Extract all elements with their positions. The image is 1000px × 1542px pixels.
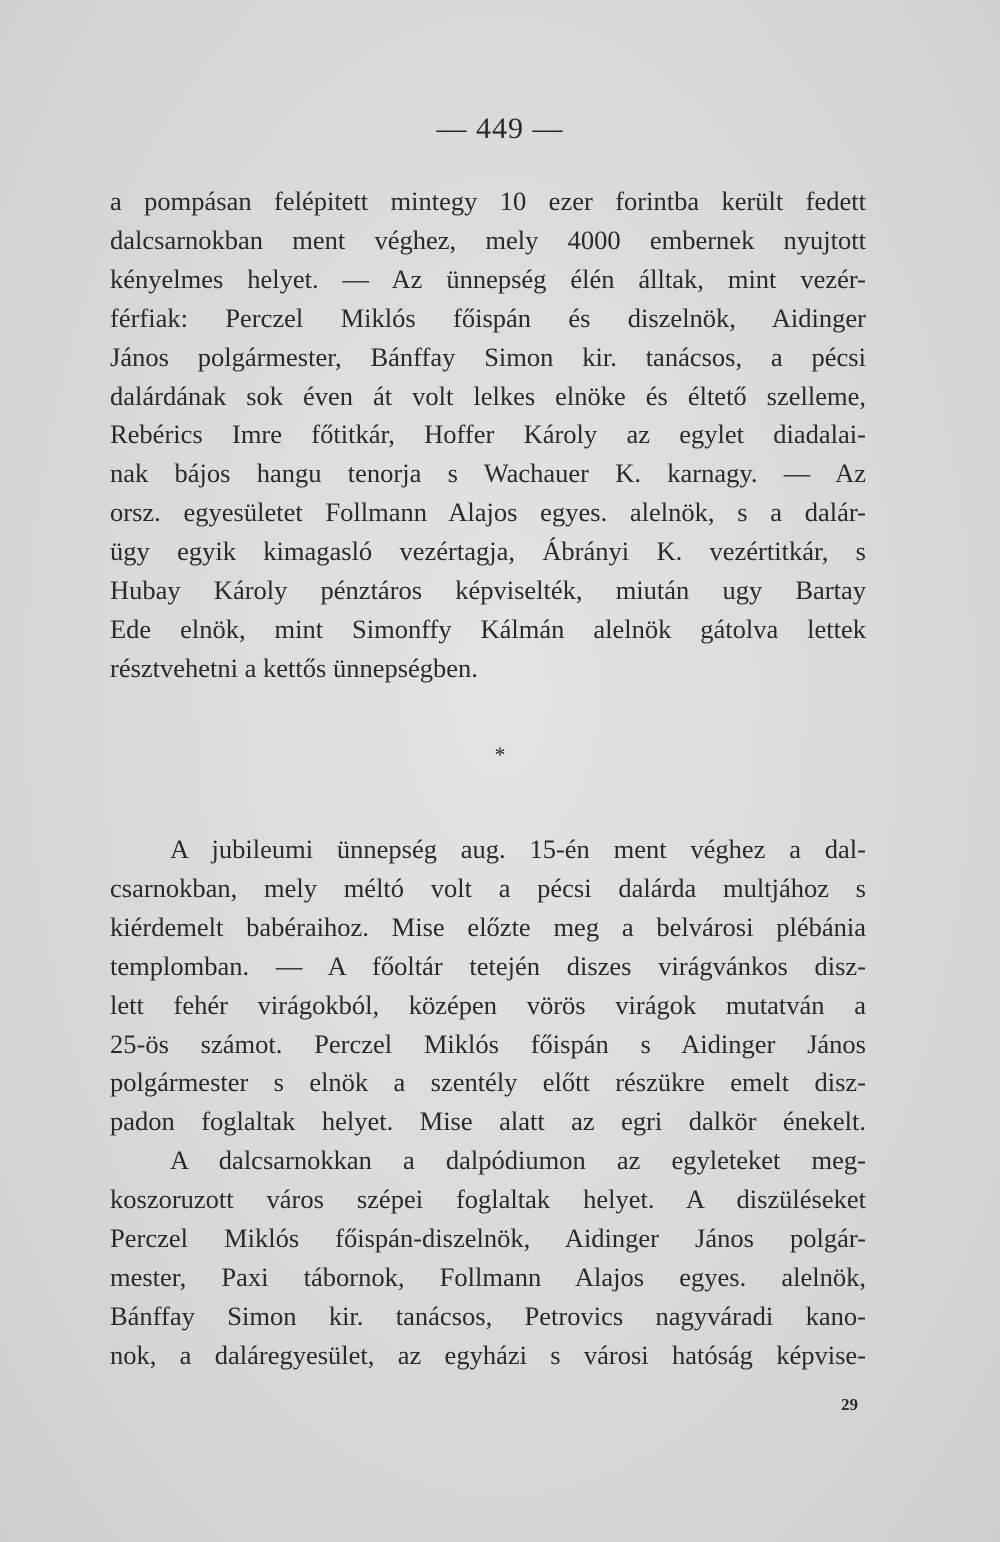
text-line: lett fehér virágokból, középen vörös virágok mutatván a [110,989,866,1020]
text-line: koszoruzott város szépei foglaltak helyet. A diszüléseket [110,1184,866,1215]
text-line: kiérdemelt babéraihoz. Mise előzte meg a belvárosi plébánia [110,911,866,942]
text-line: nok, a daláregyesület, az egyházi s városi hatóság képvise- [110,1339,866,1370]
text-line: Bánffay Simon kir. tanácsos, Petrovics nagyváradi kano- [110,1300,866,1331]
text-line: dalárdának sok éven át volt lelkes elnöke és éltető szelleme, [110,380,866,411]
text-line: nak bájos hangu tenorja s Wachauer K. karnagy. — Az [110,458,866,489]
text-line: János polgármester, Bánffay Simon kir. tanácsos, a pécsi [110,341,866,372]
text-line: Perczel Miklós főispán-diszelnök, Aidinger János polgár- [110,1223,866,1254]
text-line: Hubay Károly pénztáros képviselték, miután ugy Bartay [110,575,866,606]
text-line: templomban. — A főoltár tetején diszes virágvánkos disz- [110,950,866,981]
text-line: orsz. egyesületet Follmann Alajos egyes. alelnök, s a dalár- [110,497,866,528]
text-line: mester, Paxi tábornok, Follmann Alajos egyes. alelnök, [110,1261,866,1292]
text-line: 25-ös számot. Perczel Miklós főispán s Aidinger János [110,1028,866,1059]
text-line: Ede elnök, mint Simonffy Kálmán alelnök gátolva lettek [110,613,866,644]
text-line: A jubileumi ünnepség aug. 15-én ment véghez a dal- [170,834,866,864]
text-line: csarnokban, mely méltó volt a pécsi dalárda multjához s [110,872,866,903]
text-line: férfiak: Perczel Miklós főispán és diszelnök, Aidinger [110,302,866,333]
text-line: dalcsarnokban ment véghez, mely 4000 embernek nyujtott [110,224,866,255]
text-line: A dalcsarnokkan a dalpódiumon az egyleteket meg- [170,1145,866,1176]
signature-mark: 29 [841,1395,858,1414]
text-line: padon foglaltak helyet. Mise alatt az egri dalkör énekelt. [110,1106,866,1137]
paragraph-2 [110,830,866,1375]
text-line: a pompásan felépitett mintegy 10 ezer forintba került fedett [110,186,866,216]
paragraph-1 [110,182,866,688]
page-number: — 449 — [436,112,564,145]
text-line: kényelmes helyet. — Az ünnepség élén álltak, mint vezér- [110,263,866,294]
text-line: ügy egyik kimagasló vezértagja, Ábrányi K. vezértitkár, s [110,536,866,567]
text-line: résztvehetni a kettős ünnepségben. [110,652,478,683]
text-line: Rebérics Imre főtitkár, Hoffer Károly az egylet diadalai- [110,419,866,450]
text-line: polgármester s elnök a szentély előtt részükre emelt disz- [110,1067,866,1098]
section-separator: * [494,742,506,767]
